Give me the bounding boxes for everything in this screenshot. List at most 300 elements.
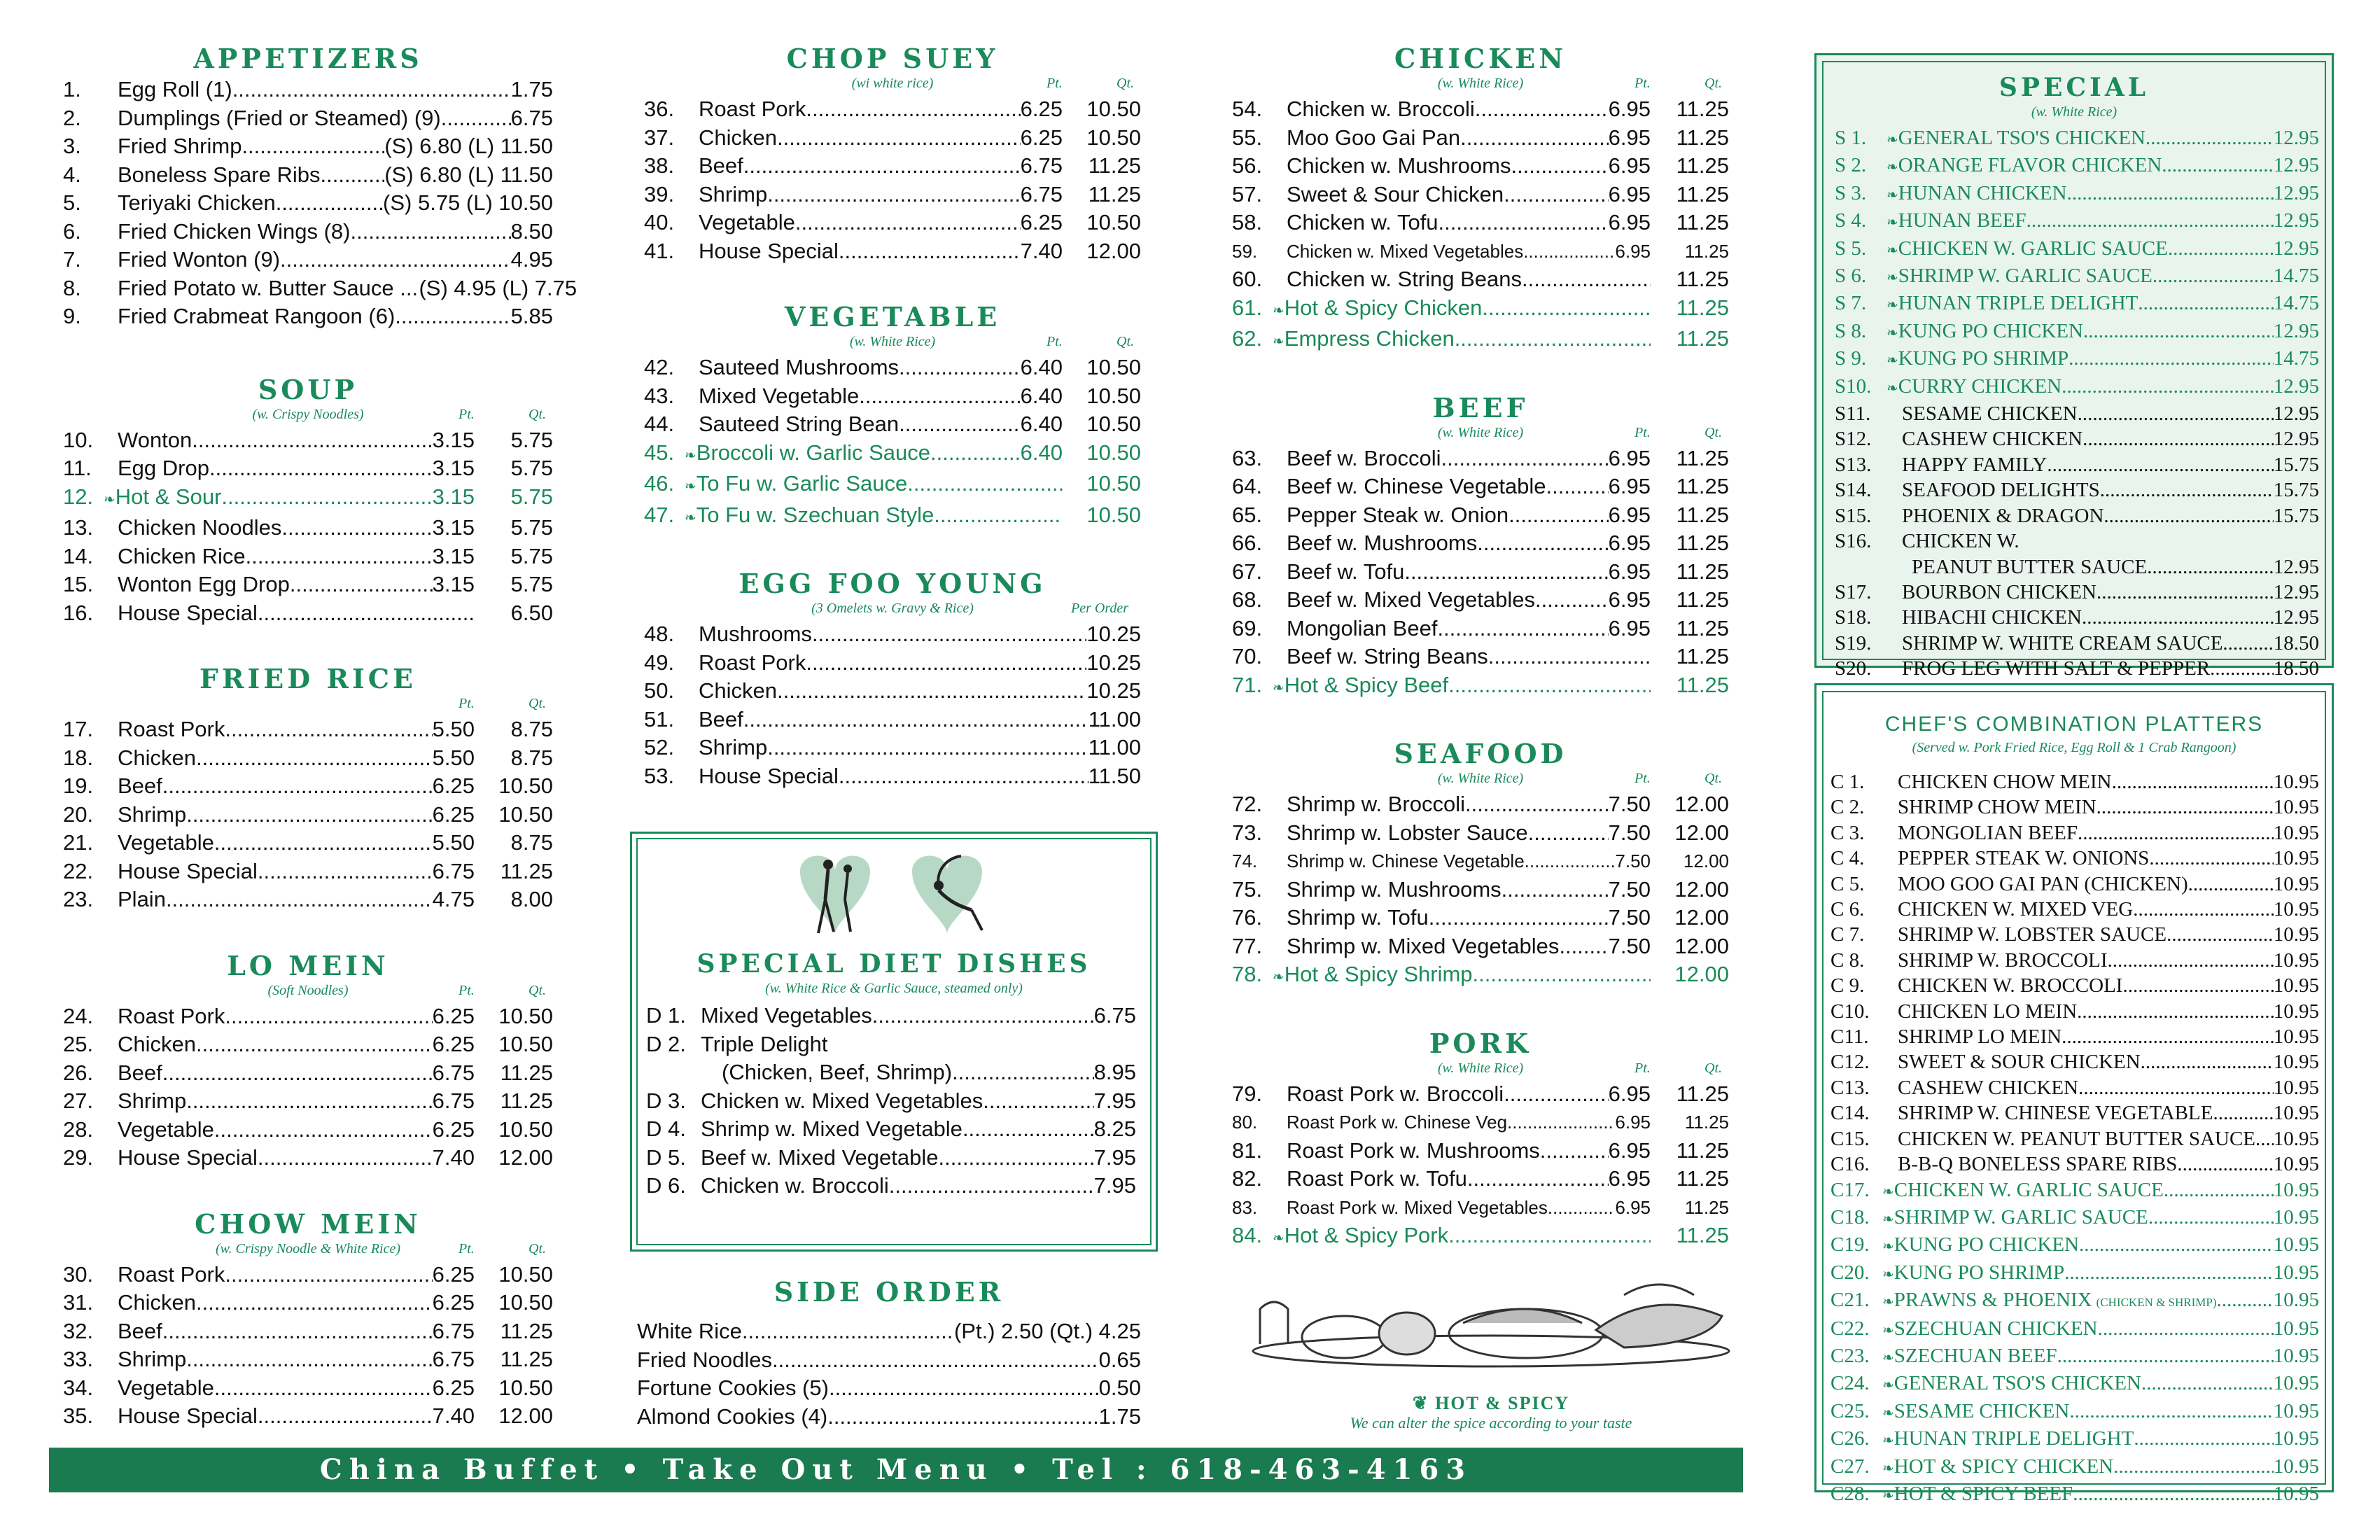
item-name: SHRIMP CHOW MEIN	[1898, 796, 2096, 819]
item-number: 8.	[63, 275, 81, 300]
menu-item	[1835, 208, 2319, 235]
hot-pepper-icon: ❧	[1886, 242, 1898, 258]
leader-dots	[246, 542, 433, 571]
food-platter-icon	[1232, 1267, 1750, 1372]
leader-dots	[827, 1403, 1098, 1432]
item-number: C 7.	[1830, 923, 1865, 946]
item-price-qt: 6.50	[510, 600, 553, 625]
item-price: 12.95	[2273, 428, 2319, 451]
item-price-qt: 12.00	[1086, 238, 1141, 263]
item-number: 39.	[644, 181, 675, 206]
item-name: Vegetable	[118, 1116, 214, 1142]
hot-pepper-icon: ❧	[1882, 1294, 1894, 1310]
menu-item	[1835, 528, 2319, 554]
section-header	[1816, 104, 2332, 122]
item-name: SEAFOOD DELIGHTS	[1902, 479, 2100, 502]
item-number: 26.	[63, 1060, 94, 1085]
menu-item	[63, 1002, 553, 1031]
menu-item	[1830, 1316, 2319, 1343]
item-price-qt: 8.75	[510, 745, 553, 770]
leader-dots	[1504, 1080, 1609, 1109]
leader-dots	[350, 218, 510, 246]
item-price-pt: 6.95	[1608, 474, 1651, 498]
item-price: 7.95	[1093, 1088, 1136, 1113]
leader-dots	[1455, 325, 1651, 354]
section-header	[63, 983, 553, 1001]
menu-item	[63, 1317, 553, 1346]
item-number: 32.	[63, 1318, 94, 1343]
item-price-qt: 12.00	[1683, 850, 1729, 872]
item-price-pt: 6.25	[1020, 125, 1063, 150]
menu-item	[644, 95, 1141, 124]
item-name: Roast Pork w. Broccoli	[1287, 1081, 1504, 1106]
menu-item	[63, 246, 553, 274]
menu-item	[644, 181, 1141, 209]
section-title: PORK	[1429, 1027, 1532, 1059]
item-price-pt: 6.95	[1608, 1138, 1651, 1163]
menu-item	[1232, 209, 1729, 237]
item-number: 41.	[644, 238, 675, 263]
menu-item	[63, 302, 553, 331]
item-number: S16.	[1835, 530, 1872, 553]
item-number: S 5.	[1835, 237, 1867, 260]
item-name: Empress Chicken	[1284, 326, 1455, 351]
item-name: Chicken w. Tofu	[1287, 210, 1438, 234]
section-vegetable	[644, 300, 1141, 532]
menu-item	[637, 1403, 1141, 1432]
leader-dots	[225, 715, 432, 744]
leader-dots	[934, 501, 1063, 530]
item-number: S17.	[1835, 580, 1872, 603]
pt-label: Pt.	[458, 1240, 475, 1256]
leader-dots	[2255, 1126, 2274, 1152]
item-price-pt: 6.95	[1608, 210, 1651, 234]
item-name: HUNAN TRIPLE DELIGHT	[1898, 292, 2138, 315]
item-price-qt: 10.50	[498, 1261, 553, 1287]
item-number: S 8.	[1835, 319, 1867, 342]
pt-label: Pt.	[458, 982, 475, 998]
leader-dots	[225, 1002, 432, 1031]
leader-dots	[812, 620, 1086, 649]
menu-item	[1830, 1100, 2319, 1126]
leader-dots	[1535, 586, 1609, 615]
menu-item	[646, 1030, 1136, 1059]
menu-item	[63, 1374, 553, 1403]
leader-dots	[952, 1058, 1094, 1087]
item-price-pt: 6.95	[1615, 240, 1651, 262]
leader-dots	[777, 124, 1021, 153]
item-number: 67.	[1232, 559, 1263, 584]
leader-dots	[2100, 477, 2274, 503]
item-number: C16.	[1830, 1153, 1870, 1176]
pt-label: Pt.	[1634, 1060, 1651, 1076]
item-name: CHICKEN LO MEIN	[1898, 1000, 2078, 1023]
qt-label: Qt.	[1116, 334, 1134, 349]
item-number: 53.	[644, 763, 675, 788]
menu-item	[63, 599, 553, 628]
item-price-qt: 12.00	[1674, 933, 1729, 958]
leader-dots	[2057, 1343, 2274, 1368]
item-number: 6.	[63, 218, 81, 244]
leader-dots	[2064, 1260, 2274, 1285]
item-price: 12.95	[2273, 606, 2319, 629]
item-price: 8.50	[510, 218, 553, 244]
menu-item	[1232, 960, 1729, 992]
item-number: 81.	[1232, 1138, 1263, 1163]
leader-dots	[1488, 643, 1651, 671]
item-price-pt: 3.15	[432, 484, 475, 509]
item-price: 10.95	[2273, 1000, 2319, 1023]
hot-pepper-icon: ❧	[1882, 1433, 1894, 1449]
item-name: HOT & SPICY BEEF	[1893, 1482, 2073, 1505]
leader-dots	[2213, 1100, 2273, 1126]
item-price-qt: 12.00	[498, 1145, 553, 1170]
hot-pepper-icon: ❧	[1882, 1350, 1894, 1366]
item-price: 10.95	[2273, 1427, 2319, 1450]
hot-spicy-label: HOT & SPICY	[1435, 1393, 1570, 1413]
item-name: Sweet & Sour Chicken	[1287, 181, 1504, 206]
item-number: C11.	[1830, 1026, 1869, 1049]
pt-label: Pt.	[458, 696, 475, 711]
item-name: Beef w. String Beans	[1287, 644, 1488, 668]
item-price-qt: 11.25	[1676, 267, 1729, 291]
leader-dots	[1438, 209, 1609, 237]
leader-dots	[1528, 819, 1609, 848]
per-order-label: Per Order	[1071, 601, 1129, 616]
item-name: BOURBON CHICKEN	[1902, 580, 2096, 603]
menu-item	[1835, 290, 2319, 318]
leader-dots	[2078, 820, 2274, 846]
item-name: SHRIMP W. GARLIC SAUCE	[1893, 1205, 2148, 1228]
item-number: 69.	[1232, 615, 1263, 640]
item-name: CHICKEN W. MIXED VEG.	[1898, 898, 2138, 921]
menu-item	[1232, 1137, 1729, 1166]
leader-dots	[2152, 263, 2274, 288]
section-seafood	[1232, 737, 1729, 992]
item-number: C27.	[1830, 1455, 1870, 1478]
item-name: Shrimp w. Mixed Vegetables	[1287, 933, 1560, 958]
item-number: 20.	[63, 802, 94, 827]
item-name: Pepper Steak w. Onion	[1287, 502, 1509, 527]
item-number: 63.	[1232, 445, 1263, 470]
menu-item	[63, 189, 553, 218]
item-price-qt: 10.50	[498, 1375, 553, 1400]
leader-dots	[1508, 501, 1609, 530]
pt-label: Pt.	[458, 406, 475, 422]
hot-pepper-icon: ❧	[1886, 187, 1898, 203]
item-name: Chicken w. String Beans	[1287, 267, 1522, 291]
item-number: S 1.	[1835, 127, 1867, 149]
item-number: S 4.	[1835, 209, 1867, 232]
leader-dots	[806, 95, 1020, 124]
leader-dots	[241, 132, 384, 161]
item-name: Fried Shrimp	[118, 134, 242, 158]
item-name: Egg Drop	[118, 456, 209, 480]
item-number: S18.	[1835, 606, 1872, 629]
item-name: Vegetable	[699, 210, 795, 234]
item-name: House Special	[118, 1404, 258, 1428]
item-name: Beef w. Chinese Vegetable	[1287, 474, 1546, 498]
item-name: House Special	[118, 600, 258, 625]
item-price: 10.95	[2273, 821, 2319, 844]
leader-dots	[214, 1116, 433, 1144]
item-name: CHICKEN W. GARLIC SAUCE	[1893, 1178, 2164, 1201]
menu-item	[1232, 325, 1729, 356]
item-number: 17.	[63, 717, 94, 741]
item-price-pt: 6.95	[1608, 1081, 1651, 1106]
item-price: 10.95	[2273, 1127, 2319, 1150]
pt-label: Pt.	[1046, 76, 1063, 91]
menu-item	[644, 410, 1141, 439]
item-price: 10.95	[2273, 1178, 2319, 1201]
item-name: House Special	[699, 238, 839, 263]
item-number: 71.	[1232, 672, 1263, 697]
leader-dots	[258, 1144, 433, 1172]
leader-dots	[2079, 1232, 2274, 1257]
leader-dots	[767, 181, 1020, 209]
leader-dots	[2082, 426, 2274, 451]
item-number: S 9.	[1835, 347, 1867, 370]
item-number: S 7.	[1835, 292, 1867, 315]
item-price-qt: 11.25	[1676, 153, 1729, 178]
leader-dots	[2104, 503, 2273, 528]
item-name: Mongolian Beef	[1287, 615, 1438, 640]
item-price-qt: 11.25	[1088, 153, 1141, 178]
item-name: Chicken	[118, 745, 196, 770]
item-number: C 8.	[1830, 948, 1865, 972]
menu-item	[644, 237, 1141, 266]
item-number: 84.	[1232, 1223, 1263, 1247]
item-name: CURRY CHICKEN	[1898, 374, 2062, 398]
item-number: D 5.	[646, 1144, 686, 1170]
item-price: 10.95	[2273, 1076, 2319, 1099]
menu-item	[1232, 124, 1729, 153]
item-price-pt: 6.25	[432, 1375, 475, 1400]
item-list	[1232, 95, 1729, 356]
item-price: 0.50	[1098, 1376, 1141, 1400]
item-number: 43.	[644, 383, 675, 408]
item-name: Shrimp	[118, 802, 187, 827]
leader-dots	[795, 209, 1021, 237]
menu-item	[63, 1261, 553, 1289]
leader-dots	[2141, 1049, 2274, 1074]
menu-item	[63, 1116, 553, 1144]
item-name: HUNAN TRIPLE DELIGHT	[1893, 1427, 2134, 1450]
menu-item	[63, 715, 553, 744]
item-price-qt: 11.25	[1676, 531, 1729, 555]
leader-dots	[1429, 904, 1609, 932]
leader-dots	[859, 382, 1020, 411]
leader-dots	[899, 354, 1021, 382]
item-list	[63, 1002, 553, 1172]
item-name: Fried Wonton (9)	[118, 247, 281, 272]
menu-item	[1232, 294, 1729, 326]
item-number: C25.	[1830, 1399, 1870, 1422]
item-name: Shrimp w. Broccoli	[1287, 792, 1465, 816]
hot-pepper-icon: ❧	[1886, 215, 1898, 231]
item-number: S11.	[1835, 402, 1871, 426]
item-price-pt: 6.40	[1020, 440, 1063, 465]
item-number: 16.	[63, 600, 94, 625]
item-price: 10.95	[2273, 1261, 2319, 1284]
menu-item	[1835, 346, 2319, 373]
item-price-qt: 11.25	[1676, 1138, 1729, 1163]
item-price-qt: 12.00	[1674, 962, 1729, 986]
section-subtitle: (Served w. Pork Fried Rice, Egg Roll & 1 Crab Rangoon)	[1912, 740, 2236, 755]
leader-dots	[2077, 999, 2274, 1024]
leader-dots	[412, 274, 419, 303]
menu-item	[644, 152, 1141, 181]
item-price: 10.25	[1086, 650, 1141, 675]
menu-item	[637, 1346, 1141, 1375]
item-list	[637, 1317, 1141, 1431]
item-price: 10.25	[1086, 678, 1141, 703]
item-name: Beef	[699, 153, 743, 178]
menu-item	[63, 161, 553, 190]
item-number: 5.	[63, 190, 81, 215]
item-name: Roast Pork	[118, 1261, 225, 1287]
item-price-qt: 11.25	[1676, 210, 1729, 234]
item-price-pt: 6.25	[432, 774, 475, 798]
leader-dots	[2096, 794, 2274, 820]
menu-item	[1830, 1075, 2319, 1100]
footer-banner: China Buffet • Take Out Menu • Tel : 618-463-4163	[49, 1448, 1743, 1492]
item-name: Chicken w. Mixed Vegetables	[1287, 240, 1524, 262]
item-price-qt: 11.25	[1676, 97, 1729, 121]
leader-dots	[772, 1346, 1099, 1375]
leader-dots	[2148, 1205, 2274, 1230]
dancers-icon	[772, 844, 1010, 941]
item-number: C 4.	[1830, 847, 1865, 870]
item-number: 40.	[644, 210, 675, 234]
item-number: 74.	[1232, 850, 1258, 872]
item-number: 51.	[644, 706, 675, 732]
item-price: 10.95	[2273, 1482, 2319, 1505]
item-number: C 6.	[1830, 898, 1865, 921]
section-header	[1232, 771, 1729, 789]
leader-dots	[1437, 615, 1608, 643]
menu-item	[1232, 615, 1729, 643]
section-header	[644, 601, 1141, 619]
item-name: Shrimp	[118, 1347, 187, 1371]
item-price-qt: 10.50	[1086, 355, 1141, 379]
item-price-pt: 7.40	[432, 1145, 475, 1170]
item-name: ORANGE FLAVOR CHICKEN	[1898, 154, 2162, 177]
item-price-pt: 6.75	[1020, 181, 1063, 206]
menu-item	[1830, 922, 2319, 947]
food-illustration	[1232, 1267, 1750, 1372]
hot-pepper-icon: ❧	[685, 447, 696, 463]
menu-item	[63, 829, 553, 858]
item-name: Roast Pork w. Mixed Vegetables	[1287, 1196, 1548, 1218]
menu-item	[1830, 1024, 2319, 1049]
item-price-pt: 6.95	[1608, 97, 1651, 121]
menu-item	[644, 620, 1141, 649]
leader-dots	[907, 470, 1063, 498]
item-name: Chicken	[118, 1290, 196, 1315]
item-number: 35.	[63, 1404, 94, 1428]
item-price-qt: 5.75	[510, 484, 553, 509]
item-price-qt: 10.50	[1086, 97, 1141, 121]
item-number: S10.	[1835, 374, 1872, 398]
leader-dots	[162, 1059, 433, 1088]
leader-dots	[1448, 671, 1651, 700]
section-subtitle: (w. White Rice)	[2031, 104, 2118, 120]
hot-pepper-icon: ❧	[1886, 325, 1898, 341]
qt-label: Qt.	[1704, 76, 1722, 91]
item-name: Beef	[699, 706, 743, 732]
item-price-qt: 12.00	[1674, 792, 1729, 816]
item-number: 58.	[1232, 210, 1263, 234]
item-name: Vegetable	[118, 830, 214, 855]
item-number: 76.	[1232, 905, 1263, 930]
item-name: White Rice	[637, 1319, 742, 1343]
menu-item	[1830, 897, 2319, 922]
item-price: 10.95	[2273, 948, 2319, 972]
item-name: SHRIMP W. LOBSTER SAUCE	[1898, 923, 2167, 946]
hot-spicy-note: We can alter the spice according to your taste	[1350, 1414, 1632, 1432]
item-number: C 3.	[1830, 821, 1865, 844]
column-1	[63, 42, 578, 1466]
leader-dots	[2188, 872, 2274, 897]
leader-dots	[2069, 1399, 2273, 1424]
leader-dots	[962, 1115, 1094, 1144]
item-name: HAPPY FAMILY	[1902, 453, 2047, 476]
menu-item	[1835, 181, 2319, 208]
menu-item	[63, 542, 553, 571]
item-price: 10.95	[2273, 1399, 2319, 1422]
menu-item	[63, 454, 553, 483]
leader-dots	[186, 1087, 432, 1116]
item-name: Hot & Spicy Shrimp	[1284, 962, 1473, 986]
special-diet-box	[630, 832, 1158, 1252]
menu-item	[646, 1087, 1136, 1116]
leader-dots	[1504, 181, 1609, 209]
item-number: 83.	[1232, 1196, 1258, 1218]
item-price: 5.85	[510, 304, 553, 328]
menu-item	[644, 649, 1141, 678]
section-header	[1232, 425, 1729, 443]
item-price: 18.50	[2273, 657, 2319, 680]
item-price: 12.95	[2273, 319, 2319, 342]
leader-dots	[196, 744, 433, 773]
item-number: 64.	[1232, 474, 1263, 498]
item-name: Fried Crabmeat Rangoon (6)	[118, 304, 396, 328]
leader-dots	[1548, 1194, 1616, 1222]
item-number: 25.	[63, 1032, 94, 1056]
menu-item	[1830, 1343, 2319, 1371]
menu-item	[1232, 152, 1729, 181]
item-number: 79.	[1232, 1081, 1263, 1106]
section-title: SIDE ORDER	[774, 1276, 1004, 1308]
leader-dots	[1482, 294, 1651, 323]
item-name: House Special	[699, 763, 839, 788]
item-number: 70.	[1232, 644, 1263, 668]
leader-dots	[166, 886, 433, 914]
leader-dots	[214, 1374, 433, 1403]
item-number: 11.	[63, 456, 92, 480]
leader-dots	[2141, 1371, 2274, 1396]
menu-item	[1232, 501, 1729, 530]
item-price-qt: 10.50	[1086, 125, 1141, 150]
hot-pepper-icon: ❧	[1882, 1184, 1894, 1200]
leader-dots	[280, 246, 511, 274]
menu-item	[63, 514, 553, 542]
item-name: Mixed Vegetable	[699, 383, 860, 408]
menu-item	[1835, 236, 2319, 263]
qt-label: Qt.	[528, 982, 546, 998]
item-name: Boneless Spare Ribs	[118, 162, 321, 187]
